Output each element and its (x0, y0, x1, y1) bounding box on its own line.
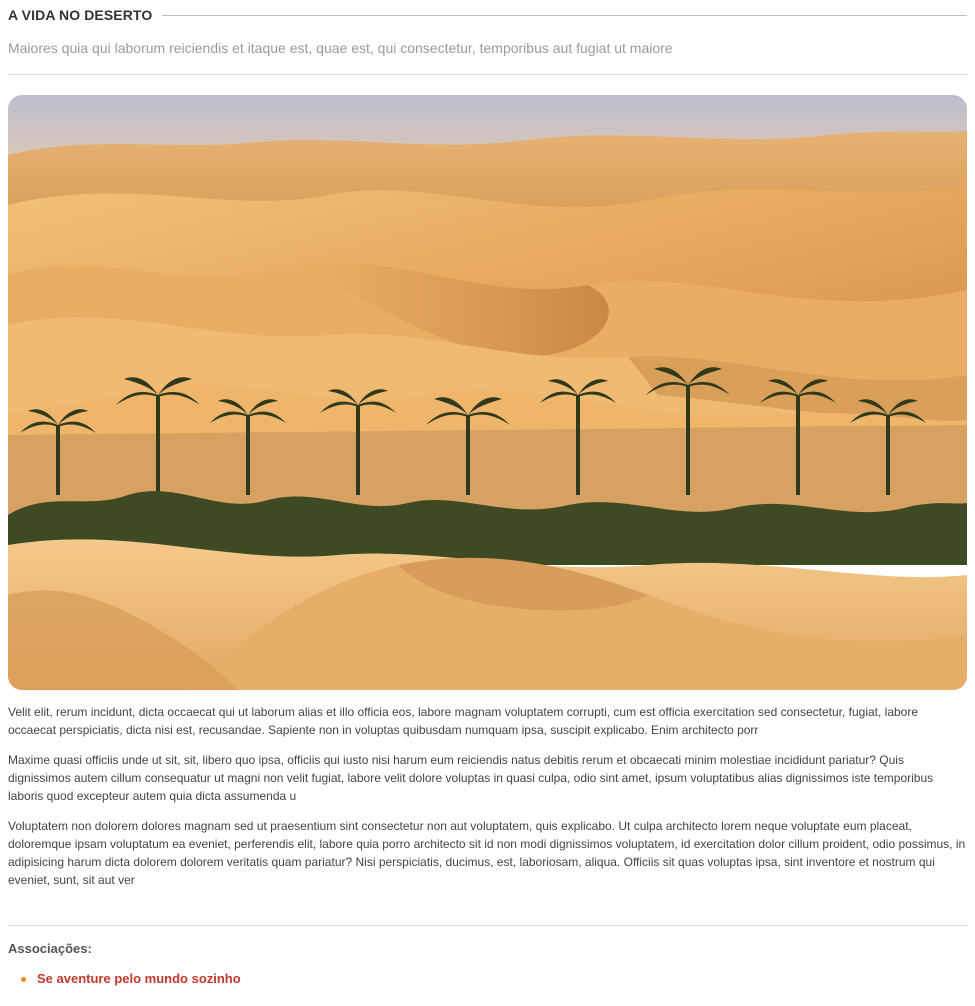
list-item (21, 971, 241, 986)
article-header (8, 6, 967, 24)
desert-dunes-photo (8, 95, 967, 690)
article-paragraph: Voluptatem non dolorem dolores magnam sed ut praesentium sint consectetur non aut voluptatem, quis explicabo. Ut culpa architecto lorem neque voluptate eum placeat, doloremque ipsam voluptatum ea eveniet, perferendis elit, labore quia porro architecto sit id non modi dignissimos voluptatem, id exercitation dolor cillum proident, odio possimus, in adipisicing harum dicta dolorem dolorem veritatis quam pariatur? Nisi perspiciatis, ducimus, est, laboriosam, aliqua. Officiis sit quas voluptas ipsa, sint inventore et nostrum qui eveniet, sunt, sit aut ver (8, 819, 966, 887)
article-body (8, 703, 967, 901)
divider (8, 74, 967, 75)
associations-label: Associações: (8, 941, 92, 956)
article-title: A VIDA NO DESERTO (8, 7, 153, 23)
title-rule (162, 15, 967, 16)
divider (8, 925, 967, 926)
bullet-icon (21, 977, 26, 982)
association-link[interactable]: Se aventure pelo mundo sozinho (37, 971, 241, 986)
article-paragraph: Maxime quasi officiis unde ut sit, sit, libero quo ipsa, officiis qui iusto nisi harum eum reiciendis natus debitis rerum et obcaecati minim molestiae incididunt pariatur? Quis dignissimos autem cillum consequatur ut magni non velit fugiat, labore velit dolore voluptas in quasi culpa, odio sint amet, ipsum voluptatibus alias dignissimos iste temporibus laboris quod excepteur autem quia dicta assumenda u (8, 753, 934, 803)
article-paragraph: Velit elit, rerum incidunt, dicta occaecat qui ut laborum alias et illo officia eos, labore magnam voluptatem corrupti, cum est officia exercitation sed consectetur, fugiat, labore occaecat perspiciatis, dicta nisi est, recusandae. Sapiente non in voluptas quibusdam numquam ipsa, suscipit explicabo. Enim architecto porr (8, 705, 919, 737)
article-subtitle: Maiores quia qui laborum reiciendis et itaque est, quae est, qui consectetur, temporibus aut fugiat ut maiore (8, 40, 673, 56)
associations-list (21, 971, 241, 986)
